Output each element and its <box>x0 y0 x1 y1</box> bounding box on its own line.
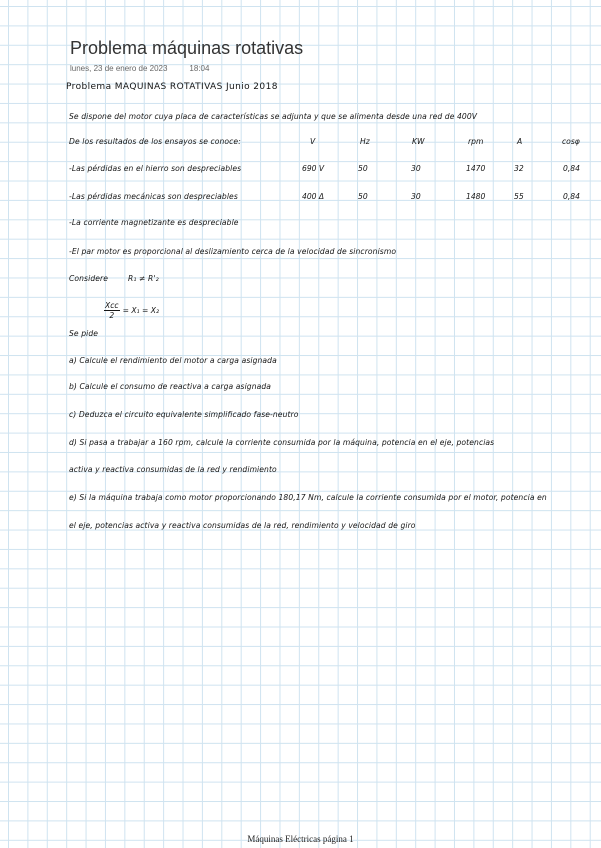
table-cell: 400 Δ <box>302 192 325 201</box>
table-cell: 0,84 <box>563 164 580 173</box>
page-date: lunes, 23 de enero de 2023 <box>70 64 168 73</box>
table-header: KW <box>412 137 425 146</box>
table-header: V <box>310 137 316 146</box>
question-item: b) Calcule el consumo de reactiva a carga asignada <box>69 382 272 391</box>
table-cell: 55 <box>514 192 524 201</box>
condition-item: -La corriente magnetizante es despreciable <box>69 218 239 227</box>
table-cell: 30 <box>411 192 421 201</box>
table-cell: 30 <box>411 164 421 173</box>
table-header: Hz <box>360 137 370 146</box>
question-item: el eje, potencias activa y reactiva consumidas de la red, rendimiento y velocidad de giro <box>69 521 416 530</box>
table-cell: 1470 <box>466 164 486 173</box>
page-meta <box>70 64 209 73</box>
table-header: A <box>517 137 523 146</box>
question-item: d) Si pasa a trabajar a 160 rpm, calcule la corriente consumida por la máquina, potencia en el eje, potencias <box>69 438 495 447</box>
table-cell: 1480 <box>466 192 486 201</box>
question-item: activa y reactiva consumidas de la red y rendimiento <box>69 465 277 474</box>
fraction-denominator: 2 <box>109 311 115 320</box>
table-cell: 50 <box>358 192 368 201</box>
fraction-numerator: Xcc <box>105 301 119 310</box>
se-pide-label: Se pide <box>69 329 99 338</box>
results-intro: De los resultados de los ensayos se conoce: <box>69 137 241 146</box>
table-cell: 0,84 <box>563 192 580 201</box>
fraction <box>104 301 120 320</box>
question-item: c) Deduzca el circuito equivalente simplificado fase-neutro <box>69 410 299 419</box>
table-header: rpm <box>468 137 484 146</box>
condition-item: -Las pérdidas en el hierro son despreciables <box>69 164 242 173</box>
page-footer: Máquinas Eléctricas página 1 <box>247 834 354 844</box>
table-cell: 50 <box>358 164 368 173</box>
condition-item: -Las pérdidas mecánicas son despreciables <box>69 192 238 201</box>
fraction-rest: = X₁ = X₂ <box>122 306 160 315</box>
table-cell: 690 V <box>302 164 325 173</box>
consider-label: Considere <box>69 274 109 283</box>
question-item: a) Calcule el rendimiento del motor a carga asignada <box>69 356 277 365</box>
consider-equation: R₁ ≠ R'₂ <box>128 274 159 283</box>
impedance-equation <box>104 301 159 320</box>
page-time: 18:04 <box>189 64 210 73</box>
page-title: Problema máquinas rotativas <box>70 38 304 58</box>
problem-heading: Problema MAQUINAS ROTATIVAS Junio 2018 <box>66 82 278 92</box>
table-header: cosφ <box>562 137 580 146</box>
question-item: e) Si la máquina trabaja como motor proporcionando 180,17 Nm, calcule la corriente consumida por el motor, potencia en <box>69 493 547 502</box>
intro-text: Se dispone del motor cuya placa de características se adjunta y que se alimenta desde una red de 400V <box>69 112 478 121</box>
table-cell: 32 <box>514 164 524 173</box>
condition-item: -El par motor es proporcional al deslizamiento cerca de la velocidad de sincronismo <box>69 247 397 256</box>
